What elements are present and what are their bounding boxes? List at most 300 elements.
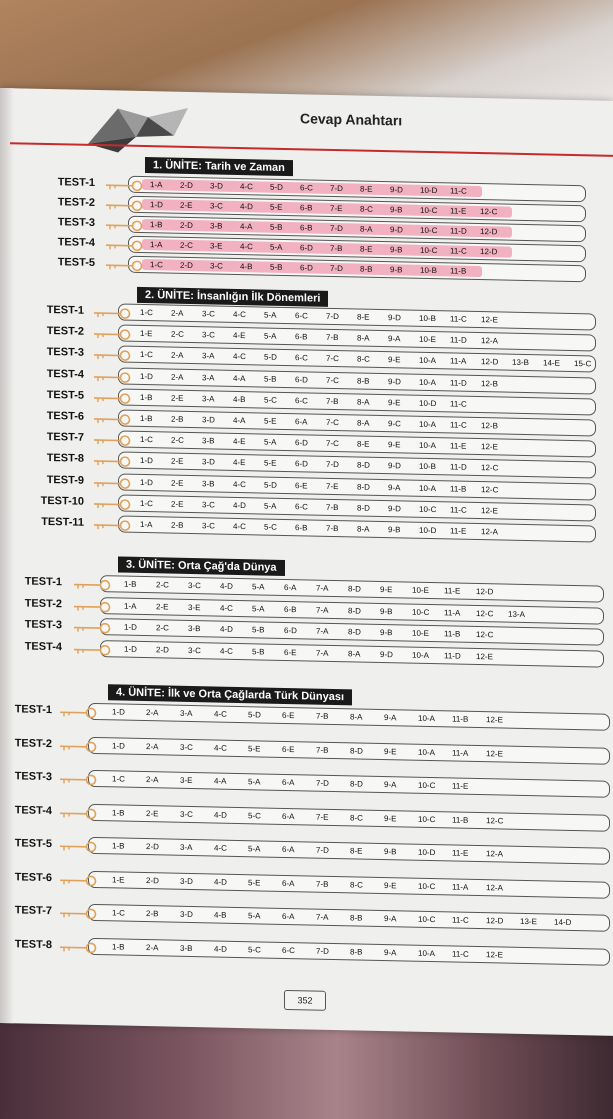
answer: 9-D — [388, 503, 401, 514]
test-label: TEST-2 — [24, 597, 62, 610]
answer: 9-E — [388, 355, 401, 365]
answer: 3-C — [180, 742, 193, 752]
answer: 3-C — [202, 330, 215, 340]
answer: 1-D — [140, 456, 153, 466]
answer: 1-D — [140, 477, 153, 487]
answer: 11-D — [450, 462, 467, 473]
answer: 2-B — [146, 909, 159, 919]
answer: 9-B — [380, 627, 393, 638]
answer: 2-C — [156, 580, 169, 590]
answer: 9-A — [384, 914, 397, 924]
key-icon — [104, 199, 144, 212]
answer: 7-D — [326, 311, 339, 322]
answer: 13-A — [508, 609, 525, 619]
answer: 4-B — [233, 394, 246, 404]
answer: 11-B — [450, 266, 467, 276]
key-icon — [92, 307, 132, 320]
answer: 8-C — [357, 354, 370, 365]
answer: 4-E — [233, 437, 246, 447]
answer: 5-D — [264, 480, 277, 490]
answer: 6-C — [282, 945, 295, 955]
answer: 12-E — [486, 949, 503, 960]
answer-row-box — [88, 770, 610, 798]
answer: 7-D — [316, 778, 329, 788]
answer: 2-A — [171, 372, 184, 382]
answer: 10-A — [419, 377, 436, 387]
answer: 11-D — [450, 378, 467, 388]
answer: 3-C — [202, 521, 215, 531]
answer: 3-C — [188, 580, 201, 591]
answer: 3-C — [188, 645, 201, 655]
answer: 10-E — [412, 628, 429, 638]
answer: 12-C — [480, 207, 498, 217]
answer: 2-A — [146, 942, 159, 952]
answer: 1-E — [140, 329, 153, 339]
answer: 9-A — [384, 947, 397, 957]
key-icon — [92, 519, 132, 532]
key-icon — [58, 907, 98, 920]
answer: 4-E — [233, 331, 246, 341]
answer: 14-E — [543, 358, 560, 369]
answer: 2-D — [180, 180, 193, 191]
answer: 5-E — [270, 202, 283, 212]
test-label: TEST-1 — [57, 176, 95, 189]
answer: 1-B — [112, 941, 125, 952]
answer: 1-B — [150, 220, 163, 230]
answer: 8-D — [348, 584, 361, 594]
answer: 10-C — [418, 814, 436, 824]
answer: 8-A — [350, 712, 363, 722]
answer: 14-D — [554, 917, 572, 927]
answer: 10-C — [418, 780, 436, 791]
answer: 5-E — [264, 458, 277, 469]
answer: 12-D — [480, 227, 498, 237]
answer: 4-C — [214, 709, 227, 719]
answer: 10-D — [418, 847, 436, 858]
answer: 6-A — [295, 417, 308, 427]
answer: 12-D — [476, 586, 494, 597]
answer: 2-C — [180, 240, 193, 251]
answer: 7-A — [316, 605, 329, 615]
key-icon — [72, 579, 112, 592]
test-label: TEST-9 — [46, 473, 84, 487]
key-icon — [92, 434, 132, 447]
answer: 6-D — [300, 263, 313, 273]
answer: 5-A — [264, 501, 277, 511]
answer: 3-C — [210, 201, 223, 211]
answer: 8-E — [357, 312, 370, 322]
answer: 3-C — [180, 809, 193, 819]
answer: 12-B — [481, 378, 498, 389]
answer: 10-C — [420, 245, 438, 256]
answer: 4-C — [240, 182, 253, 192]
test-label: TEST-7 — [46, 431, 84, 444]
answer: 10-D — [420, 185, 438, 196]
answer: 1-B — [140, 392, 153, 402]
page-edge — [0, 88, 14, 1023]
answer: 1-D — [140, 371, 153, 381]
answer: 6-B — [295, 523, 308, 533]
answer: 8-B — [350, 946, 363, 957]
answer: 8-E — [350, 846, 363, 856]
answer: 3-C — [202, 309, 215, 319]
answer: 3-E — [210, 241, 223, 251]
answer: 7-B — [326, 396, 339, 406]
answer: 8-E — [360, 244, 373, 254]
answer: 1-A — [150, 180, 163, 190]
answer: 9-A — [384, 713, 397, 723]
answer: 7-B — [316, 745, 329, 755]
answer: 4-A — [233, 373, 246, 383]
test-label: TEST-11 — [41, 515, 84, 529]
answer: 11-C — [452, 948, 469, 959]
answer: 10-A — [418, 713, 435, 724]
answer: 7-D — [316, 946, 329, 956]
answer: 2-A — [146, 708, 159, 718]
answer: 2-E — [171, 499, 184, 509]
answer: 11-D — [450, 335, 467, 345]
answer: 11-E — [450, 526, 467, 536]
answer: 5-D — [248, 710, 261, 720]
test-label: TEST-5 — [14, 837, 52, 851]
answer: 3-D — [180, 876, 193, 886]
answer: 5-C — [264, 522, 277, 532]
answer: 10-C — [418, 881, 436, 891]
answer: 2-D — [180, 220, 193, 231]
answer: 1-C — [112, 908, 125, 918]
answer: 3-C — [210, 261, 223, 271]
answer: 10-C — [412, 607, 430, 617]
answer: 2-C — [171, 329, 184, 340]
answer: 9-B — [390, 245, 403, 255]
answer: 10-B — [419, 313, 436, 324]
key-icon — [92, 392, 132, 405]
answer: 12-B — [481, 421, 498, 431]
answer: 4-D — [220, 581, 233, 591]
answer: 7-B — [326, 523, 339, 534]
key-icon — [58, 807, 98, 820]
answer: 6-C — [295, 501, 308, 512]
answer: 13-B — [512, 358, 529, 368]
answer: 9-D — [390, 185, 403, 195]
answer: 7-B — [316, 879, 329, 889]
answer: 7-C — [326, 375, 339, 385]
answer: 11-A — [450, 356, 467, 367]
key-icon — [72, 643, 112, 656]
answer: 6-C — [295, 395, 308, 406]
key-icon — [58, 773, 98, 786]
answer: 9-B — [390, 205, 403, 215]
answer: 5-B — [252, 646, 265, 657]
key-icon — [104, 239, 144, 252]
test-label: TEST-5 — [57, 256, 95, 269]
answer: 4-A — [240, 222, 253, 232]
answer: 12-D — [486, 916, 504, 926]
answer: 7-E — [326, 481, 339, 491]
test-label: TEST-2 — [46, 325, 84, 338]
answer: 2-C — [156, 623, 169, 633]
answer: 12-A — [481, 336, 498, 346]
answer: 4-D — [214, 876, 227, 887]
answer: 3-D — [180, 909, 193, 920]
key-icon — [72, 622, 112, 635]
answer: 8-D — [348, 627, 361, 637]
answer: 9-D — [388, 376, 401, 386]
answer: 6-A — [282, 811, 295, 821]
answer: 10-A — [418, 747, 435, 757]
answer: 6-A — [284, 582, 297, 593]
answer: 6-D — [300, 243, 313, 253]
answer: 7-B — [316, 711, 329, 721]
answer: 11-C — [450, 420, 467, 430]
test-label: TEST-3 — [14, 770, 52, 784]
answer: 12-E — [486, 748, 503, 759]
answer: 5-A — [248, 911, 261, 921]
answer: 2-A — [171, 350, 184, 361]
answer: 2-C — [171, 435, 184, 446]
answer: 9-E — [384, 880, 397, 890]
answer: 8-A — [348, 648, 361, 659]
answer: 4-C — [214, 843, 227, 853]
answer: 2-A — [146, 741, 159, 751]
answer: 1-C — [140, 307, 153, 318]
origami-bird-icon — [78, 96, 198, 159]
answer: 5-B — [252, 625, 265, 635]
answer: 9-E — [388, 397, 401, 408]
answer: 2-E — [171, 456, 184, 467]
answer: 2-A — [171, 308, 184, 318]
answer: 5-A — [248, 777, 261, 787]
test-label: TEST-4 — [24, 640, 62, 653]
answer: 4-C — [233, 479, 246, 489]
answer: 12-A — [486, 882, 503, 893]
answer: 8-B — [357, 376, 370, 386]
answer: 9-D — [388, 313, 401, 323]
answer: 1-D — [124, 644, 137, 654]
answer: 1-B — [112, 807, 125, 818]
answer: 9-C — [388, 419, 401, 429]
answer: 15-C — [574, 359, 592, 369]
answer: 2-D — [156, 644, 169, 655]
answer: 6-C — [300, 183, 313, 193]
answer: 11-B — [452, 814, 469, 825]
answer: 11-E — [450, 441, 467, 451]
answer: 12-D — [481, 357, 499, 367]
answer: 10-A — [419, 419, 436, 430]
answer: 11-C — [450, 505, 467, 515]
answer: 8-D — [350, 745, 363, 756]
answer: 11-E — [450, 206, 467, 216]
test-label: TEST-8 — [14, 937, 52, 951]
answer: 1-D — [124, 622, 137, 632]
key-icon — [58, 740, 98, 753]
answer: 3-E — [188, 602, 201, 612]
answer: 8-A — [357, 333, 370, 343]
answer: 8-C — [350, 879, 363, 890]
answer: 5-A — [270, 242, 283, 252]
answer: 12-E — [481, 505, 498, 516]
answer: 6-D — [295, 438, 308, 448]
answer: 2-B — [171, 414, 184, 424]
answer: 6-C — [295, 311, 308, 321]
answer: 2-E — [156, 601, 169, 612]
answer: 1-C — [112, 774, 125, 784]
answer: 6-A — [282, 878, 295, 888]
answer: 4-B — [214, 910, 227, 920]
test-label: TEST-2 — [57, 196, 95, 209]
answer: 10-C — [418, 914, 436, 925]
answer: 11-E — [444, 586, 461, 596]
answer: 7-D — [330, 263, 343, 274]
answer: 6-A — [282, 777, 295, 788]
answer: 11-A — [452, 881, 469, 892]
unit-title: 4. ÜNİTE: İlk ve Orta Çağlarda Türk Dünyası — [108, 684, 352, 705]
answer: 8-D — [357, 482, 370, 492]
answer: 1-D — [112, 740, 125, 751]
test-label: TEST-3 — [46, 346, 84, 360]
answer: 11-B — [452, 714, 469, 724]
answer: 8-A — [360, 224, 373, 234]
answer: 2-E — [180, 200, 193, 211]
answer: 4-D — [220, 624, 233, 634]
answer: 11-C — [452, 915, 469, 925]
answer: 3-A — [202, 372, 215, 383]
answer: 8-B — [360, 264, 373, 274]
answer: 10-A — [419, 483, 436, 493]
answer: 7-E — [316, 812, 329, 822]
test-label: TEST-5 — [46, 388, 84, 402]
answer: 8-C — [350, 812, 363, 823]
key-icon — [92, 413, 132, 426]
answer: 4-C — [214, 742, 227, 753]
answer: 3-B — [202, 478, 215, 489]
answer: 5-E — [248, 877, 261, 887]
answer: 10-C — [419, 504, 437, 514]
answer: 12-C — [476, 608, 494, 618]
answer: 10-A — [419, 356, 436, 366]
key-icon — [104, 259, 144, 272]
answer: 10-A — [412, 650, 429, 660]
answer: 12-D — [480, 247, 498, 257]
key-icon — [58, 874, 98, 887]
answer: 5-A — [264, 331, 277, 341]
answer: 12-C — [476, 629, 494, 640]
key-icon — [58, 840, 98, 853]
answer: 9-A — [384, 780, 397, 790]
key-icon — [92, 371, 132, 384]
answer: 1-B — [124, 579, 137, 589]
answer: 1-A — [140, 519, 153, 530]
answer: 7-A — [316, 626, 329, 636]
answer: 9-D — [380, 649, 393, 659]
answer: 11-A — [452, 747, 469, 758]
answer: 10-A — [418, 948, 435, 958]
answer: 5-B — [270, 222, 283, 232]
answer: 8-D — [357, 460, 370, 471]
answer: 11-B — [450, 484, 467, 494]
answer: 8-D — [350, 779, 363, 789]
answer: 10-D — [419, 398, 437, 408]
answer: 7-D — [330, 223, 343, 234]
answer: 7-B — [326, 502, 339, 512]
answer: 8-E — [357, 439, 370, 449]
page-number: 352 — [284, 990, 326, 1011]
answer: 10-E — [419, 334, 436, 345]
answer: 9-E — [388, 440, 401, 450]
answer: 3-D — [202, 457, 215, 467]
answer: 6-B — [300, 223, 313, 233]
answer: 2-E — [171, 393, 184, 403]
answer: 12-C — [481, 484, 499, 495]
answer: 1-A — [150, 240, 163, 250]
answer: 2-D — [146, 875, 159, 885]
answer-row-box — [88, 703, 610, 731]
answer: 7-D — [326, 460, 339, 470]
answer: 11-E — [452, 848, 469, 858]
answer: 2-D — [180, 260, 193, 271]
answer: 3-D — [210, 181, 223, 191]
answer: 3-D — [202, 415, 215, 425]
answer: 4-C — [240, 242, 253, 252]
answer: 1-B — [112, 841, 125, 851]
answer: 9-E — [380, 584, 393, 595]
test-label: TEST-8 — [46, 452, 84, 466]
answer: 10-E — [412, 585, 429, 595]
answer: 6-E — [282, 710, 295, 721]
answer: 3-A — [180, 708, 193, 719]
answer: 3-B — [188, 623, 201, 634]
answer: 2-B — [171, 520, 184, 530]
answer: 4-D — [214, 943, 227, 954]
key-icon — [104, 219, 144, 232]
answer: 5-A — [248, 844, 261, 854]
answer: 4-A — [214, 776, 227, 786]
test-label: TEST-3 — [57, 216, 95, 229]
answer: 12-E — [486, 715, 503, 725]
answer: 5-D — [270, 182, 283, 192]
answer: 9-E — [384, 746, 397, 756]
answer: 5-A — [252, 582, 265, 592]
answer: 6-E — [282, 744, 295, 754]
answer: 11-E — [452, 781, 469, 791]
answer-row-box — [88, 803, 610, 831]
answer: 7-C — [326, 354, 339, 364]
answer: 4-B — [240, 262, 253, 272]
answer: 7-D — [316, 845, 329, 855]
answer: 1-C — [140, 350, 153, 360]
answer: 2-D — [146, 842, 159, 852]
answer: 12-E — [481, 315, 498, 325]
answer: 7-A — [316, 912, 329, 922]
answer: 6-E — [284, 647, 297, 657]
answer: 8-A — [357, 418, 370, 428]
answer: 8-E — [360, 184, 373, 194]
test-label: TEST-4 — [46, 367, 84, 381]
answer: 10-C — [420, 205, 438, 216]
answer: 3-A — [180, 842, 193, 853]
answer: 9-D — [390, 225, 403, 235]
answer: 7-C — [326, 439, 339, 449]
answer: 11-A — [444, 607, 461, 618]
answer: 11-B — [444, 629, 461, 639]
answer: 11-C — [450, 314, 467, 324]
answer: 10-B — [420, 265, 437, 276]
answer: 5-C — [264, 395, 277, 405]
answer: 7-B — [330, 243, 343, 254]
answer: 9-B — [380, 606, 393, 616]
key-icon — [92, 455, 132, 468]
answer: 5-A — [264, 310, 277, 320]
